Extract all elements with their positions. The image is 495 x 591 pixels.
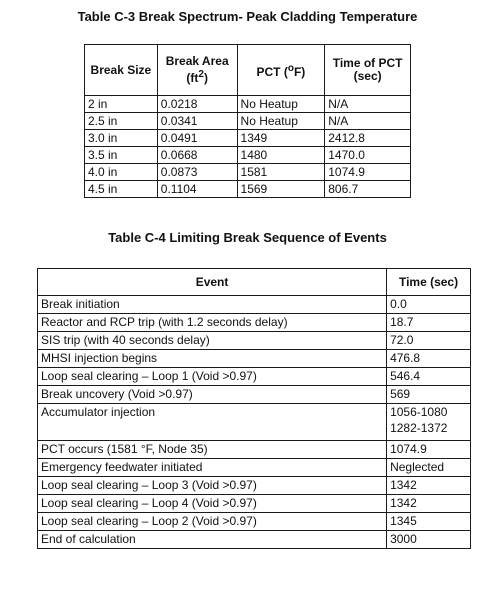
table-row [38,296,471,314]
break-area-cell: 0.0218 [157,96,237,113]
break-size-cell: 4.0 in [85,164,158,181]
table-header-row [85,45,411,96]
event-cell: End of calculation [38,531,387,549]
table-row [38,477,471,495]
time-cell: 1342 [387,477,471,495]
time-cell: 1342 [387,495,471,513]
table-row [85,164,411,181]
event-cell: Loop seal clearing – Loop 4 (Void >0.97) [38,495,387,513]
table-row [38,441,471,459]
header-pct-degree: o [287,62,294,74]
time-cell: 1074.9 [387,441,471,459]
break-size-cell: 2.5 in [85,113,158,130]
time-of-pct-cell: 2412.8 [325,130,411,147]
break-size-cell: 3.0 in [85,130,158,147]
time-cell: 476.8 [387,350,471,368]
pct-cell: 1480 [237,147,325,164]
time-of-pct-cell: 1470.0 [325,147,411,164]
table-row [85,130,411,147]
pct-cell: No Heatup [237,113,325,130]
time-cell: Neglected [387,459,471,477]
break-area-cell: 0.1104 [157,181,237,198]
pct-cell: 1569 [237,181,325,198]
header-pct-label: PCT ( [256,64,288,79]
break-size-cell: 2 in [85,96,158,113]
break-spectrum-table-body [85,96,411,198]
sequence-of-events-table-body [38,296,471,549]
table-row [38,495,471,513]
break-size-cell: 3.5 in [85,147,158,164]
header-break-area-sup: 2 [198,69,204,80]
header-break-area-close: ) [203,71,208,85]
event-cell: Emergency feedwater initiated [38,459,387,477]
break-area-cell: 0.0491 [157,130,237,147]
time-cell: 1056-1080 1282-1372 [387,404,471,441]
table-header-row [38,269,471,296]
event-cell: PCT occurs (1581 °F, Node 35) [38,441,387,459]
event-cell: Loop seal clearing – Loop 1 (Void >0.97) [38,368,387,386]
time-of-pct-cell: 806.7 [325,181,411,198]
header-pct [237,45,325,96]
sequence-of-events-table [37,268,471,549]
table-row [38,386,471,404]
table-row [38,513,471,531]
event-cell: MHSI injection begins [38,350,387,368]
time-cell: 1345 [387,513,471,531]
table-row [85,181,411,198]
time-cell: 0.0 [387,296,471,314]
event-cell: Loop seal clearing – Loop 3 (Void >0.97) [38,477,387,495]
header-break-area-label: Break Area (ft [165,54,229,85]
table-row [38,314,471,332]
break-area-cell: 0.0341 [157,113,237,130]
time-cell: 569 [387,386,471,404]
table-row [85,113,411,130]
header-time-of-pct: Time of PCT (sec) [325,45,411,96]
event-cell: Accumulator injection [38,404,387,441]
header-time: Time (sec) [387,269,471,296]
table-c3-title: Table C-3 Break Spectrum- Peak Cladding Temperature [77,9,418,24]
event-cell: SIS trip (with 40 seconds delay) [38,332,387,350]
event-cell: Reactor and RCP trip (with 1.2 seconds delay) [38,314,387,332]
table-row [38,459,471,477]
pct-cell: 1581 [237,164,325,181]
table-row [38,531,471,549]
break-area-cell: 0.0668 [157,147,237,164]
table-row [38,332,471,350]
table-row [38,368,471,386]
break-area-cell: 0.0873 [157,164,237,181]
header-event: Event [38,269,387,296]
time-of-pct-cell: N/A [325,113,411,130]
time-cell: 3000 [387,531,471,549]
table-c4-title: Table C-4 Limiting Break Sequence of Events [108,230,387,245]
pct-cell: 1349 [237,130,325,147]
table-row [38,404,471,441]
event-cell: Loop seal clearing – Loop 2 (Void >0.97) [38,513,387,531]
header-break-size: Break Size [85,45,158,96]
time-of-pct-cell: N/A [325,96,411,113]
time-cell: 546.4 [387,368,471,386]
event-cell: Break uncovery (Void >0.97) [38,386,387,404]
table-row [85,96,411,113]
time-of-pct-cell: 1074.9 [325,164,411,181]
time-cell: 72.0 [387,332,471,350]
time-cell: 18.7 [387,314,471,332]
table-row [85,147,411,164]
table-row [38,350,471,368]
event-cell: Break initiation [38,296,387,314]
header-break-area [157,45,237,96]
header-pct-unit: F) [293,64,306,79]
break-size-cell: 4.5 in [85,181,158,198]
pct-cell: No Heatup [237,96,325,113]
break-spectrum-table [84,44,411,198]
